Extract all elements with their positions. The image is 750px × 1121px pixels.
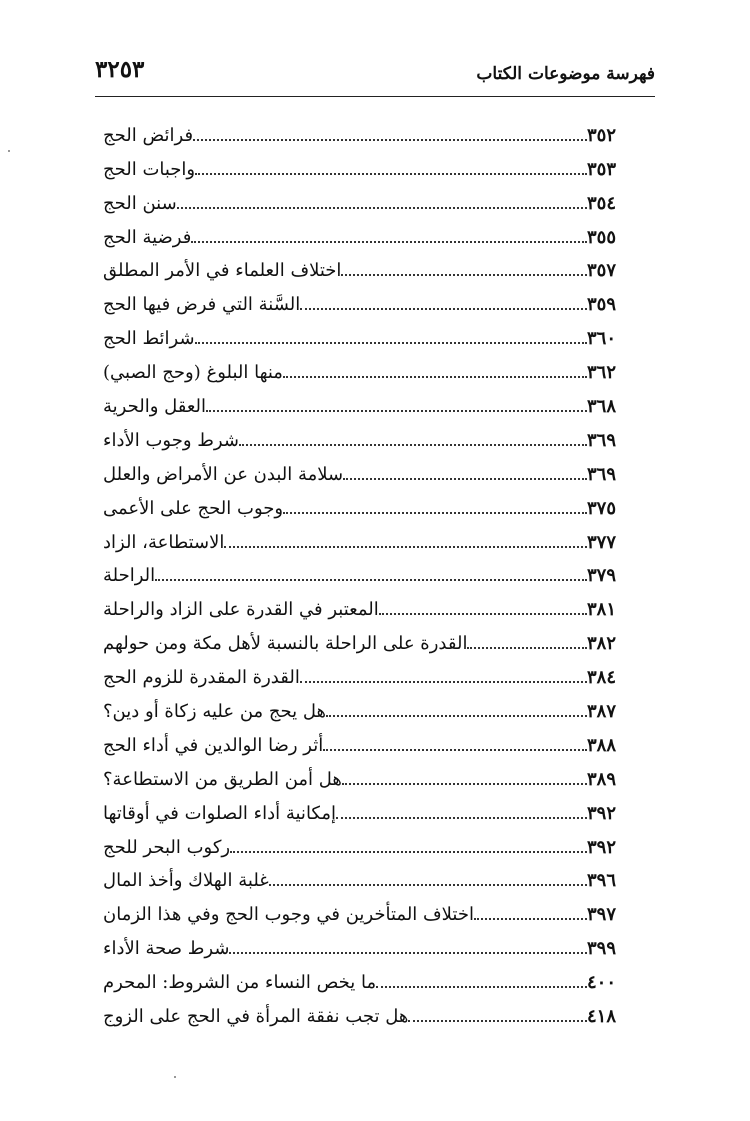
dot-leader — [206, 410, 587, 412]
toc-entry-title: اختلاف العلماء في الأمر المطلق — [103, 260, 342, 282]
toc-entry — [95, 490, 655, 524]
dot-leader — [467, 647, 587, 649]
toc-entry — [95, 727, 655, 761]
toc-entry — [95, 524, 655, 558]
dot-leader — [300, 308, 587, 310]
dot-leader — [408, 1020, 587, 1022]
toc-entry-page: ٣٩٩ — [587, 938, 617, 960]
toc-entry-title: أثر رضا الوالدين في أداء الحج — [103, 734, 324, 756]
dot-leader — [376, 986, 587, 988]
scan-speck — [174, 1076, 176, 1078]
toc-entry-page: ٣٨٧ — [587, 701, 617, 723]
toc-entry — [95, 930, 655, 964]
toc-entry-title: غلبة الهلاك وأخذ المال — [103, 870, 269, 892]
toc-entry-page: ٣٦٠ — [587, 328, 617, 350]
dot-leader — [342, 783, 587, 785]
toc-entry-page: ٣٨١ — [587, 599, 617, 621]
dot-leader — [229, 952, 587, 954]
dot-leader — [269, 884, 587, 886]
toc-entry-title: واجبات الحج — [103, 158, 196, 180]
toc-entry-page: ٣٦٩ — [587, 463, 617, 485]
toc-entry — [95, 185, 655, 219]
toc-entry — [95, 151, 655, 185]
toc-entry-page: ٣٥٧ — [587, 260, 617, 282]
toc-entry-page: ٣٩٦ — [587, 870, 617, 892]
toc-entry — [95, 591, 655, 625]
toc-entry — [95, 354, 655, 388]
toc-entry-page: ٣٨٤ — [587, 667, 617, 689]
toc-entry-title: شرائط الحج — [103, 328, 195, 350]
toc-entry-title: هل أمن الطريق من الاستطاعة؟ — [103, 768, 342, 790]
toc-entry — [95, 761, 655, 795]
dot-leader — [283, 376, 587, 378]
dot-leader — [230, 851, 587, 853]
toc-entry-page: ٤٠٠ — [587, 972, 617, 994]
dot-leader — [195, 342, 587, 344]
dot-leader — [155, 579, 587, 581]
toc-entry — [95, 964, 655, 998]
dot-leader — [193, 139, 587, 141]
toc-entry — [95, 659, 655, 693]
toc-entry-page: ٣٧٥ — [587, 497, 617, 519]
dot-leader — [300, 681, 587, 683]
toc-entry-title: الراحلة — [103, 565, 156, 587]
toc-entry-title: فرضية الحج — [103, 226, 192, 248]
dot-leader — [239, 444, 587, 446]
toc-entry-title: المعتبر في القدرة على الزاد والراحلة — [103, 599, 379, 621]
toc-entry-page: ٤١٨ — [587, 1006, 617, 1028]
dot-leader — [341, 274, 587, 276]
running-title: فهرسة موضوعات الكتاب — [476, 64, 655, 84]
toc-entry-page: ٣٩٧ — [587, 904, 617, 926]
toc-entry — [95, 456, 655, 490]
dot-leader — [343, 478, 587, 480]
toc-entry-title: القدرة على الراحلة بالنسبة لأهل مكة ومن حولهم — [103, 633, 468, 655]
toc-entry-title: السَّنة التي فرض فيها الحج — [103, 294, 301, 316]
toc-entry-title: هل تجب نفقة المرأة في الحج على الزوج — [103, 1006, 409, 1028]
toc-entry-page: ٣٩٢ — [587, 802, 617, 824]
page-number: ٣٢٥٣ — [95, 56, 145, 83]
toc-entry-title: شرط وجوب الأداء — [103, 429, 239, 451]
toc-entry — [95, 693, 655, 727]
toc-entry-title: إمكانية أداء الصلوات في أوقاتها — [103, 802, 337, 824]
dot-leader — [191, 241, 587, 243]
toc-entry-page: ٣٧٧ — [587, 531, 617, 553]
toc-entry-title: سنن الحج — [103, 192, 177, 214]
toc-entry-page: ٣٨٢ — [587, 633, 617, 655]
page-header — [95, 50, 655, 97]
toc-entry-page: ٣٨٨ — [587, 734, 617, 756]
toc-entry — [95, 829, 655, 863]
toc-entry-page: ٣٥٣ — [587, 158, 617, 180]
toc-entry — [95, 320, 655, 354]
toc-entry — [95, 863, 655, 897]
toc-entry-title: منها البلوغ (وحج الصبي) — [103, 362, 283, 384]
toc-entry — [95, 253, 655, 287]
toc-entry — [95, 388, 655, 422]
table-of-contents — [95, 117, 655, 1032]
toc-entry — [95, 286, 655, 320]
toc-entry-title: هل يحج من عليه زكاة أو دين؟ — [103, 701, 326, 723]
toc-entry-page: ٣٥٤ — [587, 192, 617, 214]
toc-entry — [95, 219, 655, 253]
toc-entry — [95, 625, 655, 659]
toc-entry-page: ٣٥٥ — [587, 226, 617, 248]
toc-entry — [95, 795, 655, 829]
toc-entry-title: فرائض الحج — [103, 124, 194, 146]
toc-entry — [95, 422, 655, 456]
toc-entry-title: اختلاف المتأخرين في وجوب الحج وفي هذا الزمان — [103, 904, 474, 926]
toc-entry-page: ٣٨٩ — [587, 768, 617, 790]
toc-entry-page: ٣٧٩ — [587, 565, 617, 587]
toc-entry-title: سلامة البدن عن الأمراض والعلل — [103, 463, 344, 485]
dot-leader — [379, 613, 587, 615]
toc-entry-title: ما يخص النساء من الشروط: المحرم — [103, 972, 377, 994]
toc-entry-page: ٣٦٢ — [587, 362, 617, 384]
toc-entry-page: ٣٥٩ — [587, 294, 617, 316]
toc-entry-title: العقل والحرية — [103, 396, 207, 418]
toc-entry-title: ركوب البحر للحج — [103, 836, 231, 858]
dot-leader — [323, 749, 587, 751]
dot-leader — [336, 817, 587, 819]
dot-leader — [326, 715, 587, 717]
dot-leader — [195, 173, 587, 175]
scan-speck — [8, 150, 10, 152]
dot-leader — [224, 546, 587, 548]
toc-entry-page: ٣٩٢ — [587, 836, 617, 858]
dot-leader — [177, 207, 587, 209]
toc-entry-title: الاستطاعة، الزاد — [103, 531, 225, 553]
toc-entry — [95, 998, 655, 1032]
toc-entry — [95, 558, 655, 592]
toc-entry-page: ٣٦٨ — [587, 396, 617, 418]
dot-leader — [474, 918, 587, 920]
toc-entry-title: شرط صحة الأداء — [103, 938, 230, 960]
toc-entry-title: وجوب الحج على الأعمى — [103, 497, 284, 519]
toc-entry — [95, 117, 655, 151]
toc-entry — [95, 896, 655, 930]
dot-leader — [283, 512, 587, 514]
toc-entry-page: ٣٦٩ — [587, 429, 617, 451]
toc-entry-page: ٣٥٢ — [587, 124, 617, 146]
toc-entry-title: القدرة المقدرة للزوم الحج — [103, 667, 300, 689]
